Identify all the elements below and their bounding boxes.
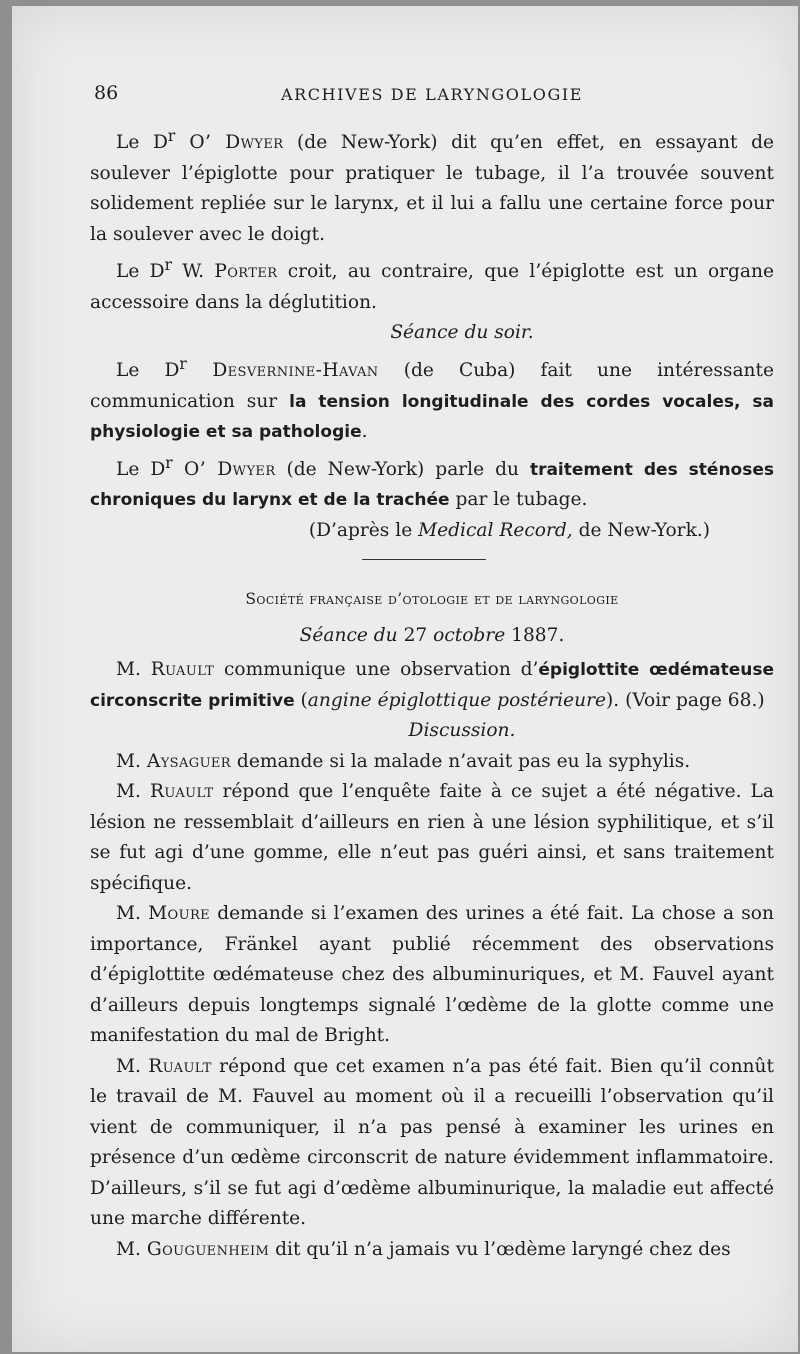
speaker-name: O’ Dwyer [175,132,284,154]
paragraph-aysaguer: M. Aysaguer demande si la malade n’avait pas eu la syphylis. [116,750,691,772]
paragraph-odwyer-epiglottis: Le $D^r$ O’ Dwyer (de New-York) dit qu’en effet, en essayant de soulever l’épiglotte pour pratiquer le tubage, il l’a trouvée souvent solidement repliée sur le larynx, et il lui a fallu une certaine force pour la soulever avec le doigt. [90,127,774,245]
paragraph-ruault-urines: M. Ruault répond que cet examen n’a pas été fait. Bien qu’il connût le travail de M. Fauvel au moment où il a recueilli l’observation qu’il vient de communiquer, il n’a pas pensé à examiner les urines en présence d’un œdème circonscrit de nature évidemment inflammatoire. D’ailleurs, s’il se fut agi d’œdème albuminurique, la maladie eut affecté une marche différente. [90,1055,774,1230]
running-title: ARCHIVES DE LARYNGOLOGIE [280,85,584,104]
scanned-page [12,6,798,1352]
paragraph-porter: Le $D^r$ W. Porter croit, au contraire, que l’épiglotte est un organe accessoire dans la déglutition. [90,256,774,313]
speaker-name: Moure [148,903,211,925]
paragraph-odwyer-stenoses: Le $D^r$ O’ Dwyer (de New-York) parle du traitement des sténoses chroniques du larynx et de la trachée par le tubage. [90,453,774,511]
session-evening-heading: Séance du soir. [390,322,534,344]
discussion-heading: Discussion. [408,720,516,742]
paragraph-desvernine: Le $D^r$ Desvernine-Havan (de Cuba) fait une intéressante communication sur la tension longitudinale des cordes vocales, sa physiologie et sa pathologie. [90,354,774,443]
section-divider [362,559,486,560]
speaker-name: Porter [214,261,278,283]
speaker-name: Ruault [148,1055,212,1077]
page-number: 86 [94,82,119,104]
paragraph-gouguenheim: M. Gouguenheim dit qu’il n’a jamais vu l’œdème laryngé chez des [116,1238,731,1260]
paragraph-ruault-reply: M. Ruault répond que l’enquête faite à ce sujet a été négative. La lésion ne ressemblait d’ailleurs en rien à une lésion syphilitique, et s’il se fut agi d’une gomme, elle n’eut pas guéri ainsi, et sans traitement spécifique. [90,781,774,894]
bold-topic: traitement des sténoses chroniques du larynx et de la trachée [90,459,774,511]
article-body [90,121,774,1265]
speaker-name: Desvernine-Havan [186,360,379,382]
speaker-name: O’ Dwyer [172,458,276,480]
speaker-name: Gouguenheim [146,1238,270,1260]
bold-topic: la tension longitudinale des cordes vocales, sa physiologie et sa pathologie [90,391,774,443]
paragraph-moure: M. Moure demande si l’examen des urines a été fait. La chose a son importance, Fränkel ayant publié récemment des observations d’épiglottite œdémateuse chez des albuminuriques, et M. Fauvel ayant d’ailleurs depuis longtemps signalé l’œdème de la glotte comme une manifestation du mal de Bright. [90,903,774,1047]
session-date-heading: Séance du 27 octobre 1887. [299,624,565,646]
society-heading: Société française d’otologie et de laryngologie [245,590,619,609]
speaker-name: Aysaguer [146,750,231,772]
speaker-name: Ruault [149,781,214,803]
bold-topic: épiglottite œdémateuse circonscrite primitive [90,660,774,711]
paragraph-ruault-observation: M. Ruault communique une observation d’épiglottite œdémateuse circonscrite primitive (angine épiglottique postérieure). (Voir page 68.) [90,659,774,711]
running-header [90,78,774,108]
source-citation: (D’après le Medical Record, de New-York.) [308,519,710,541]
speaker-name: Ruault [150,659,215,681]
